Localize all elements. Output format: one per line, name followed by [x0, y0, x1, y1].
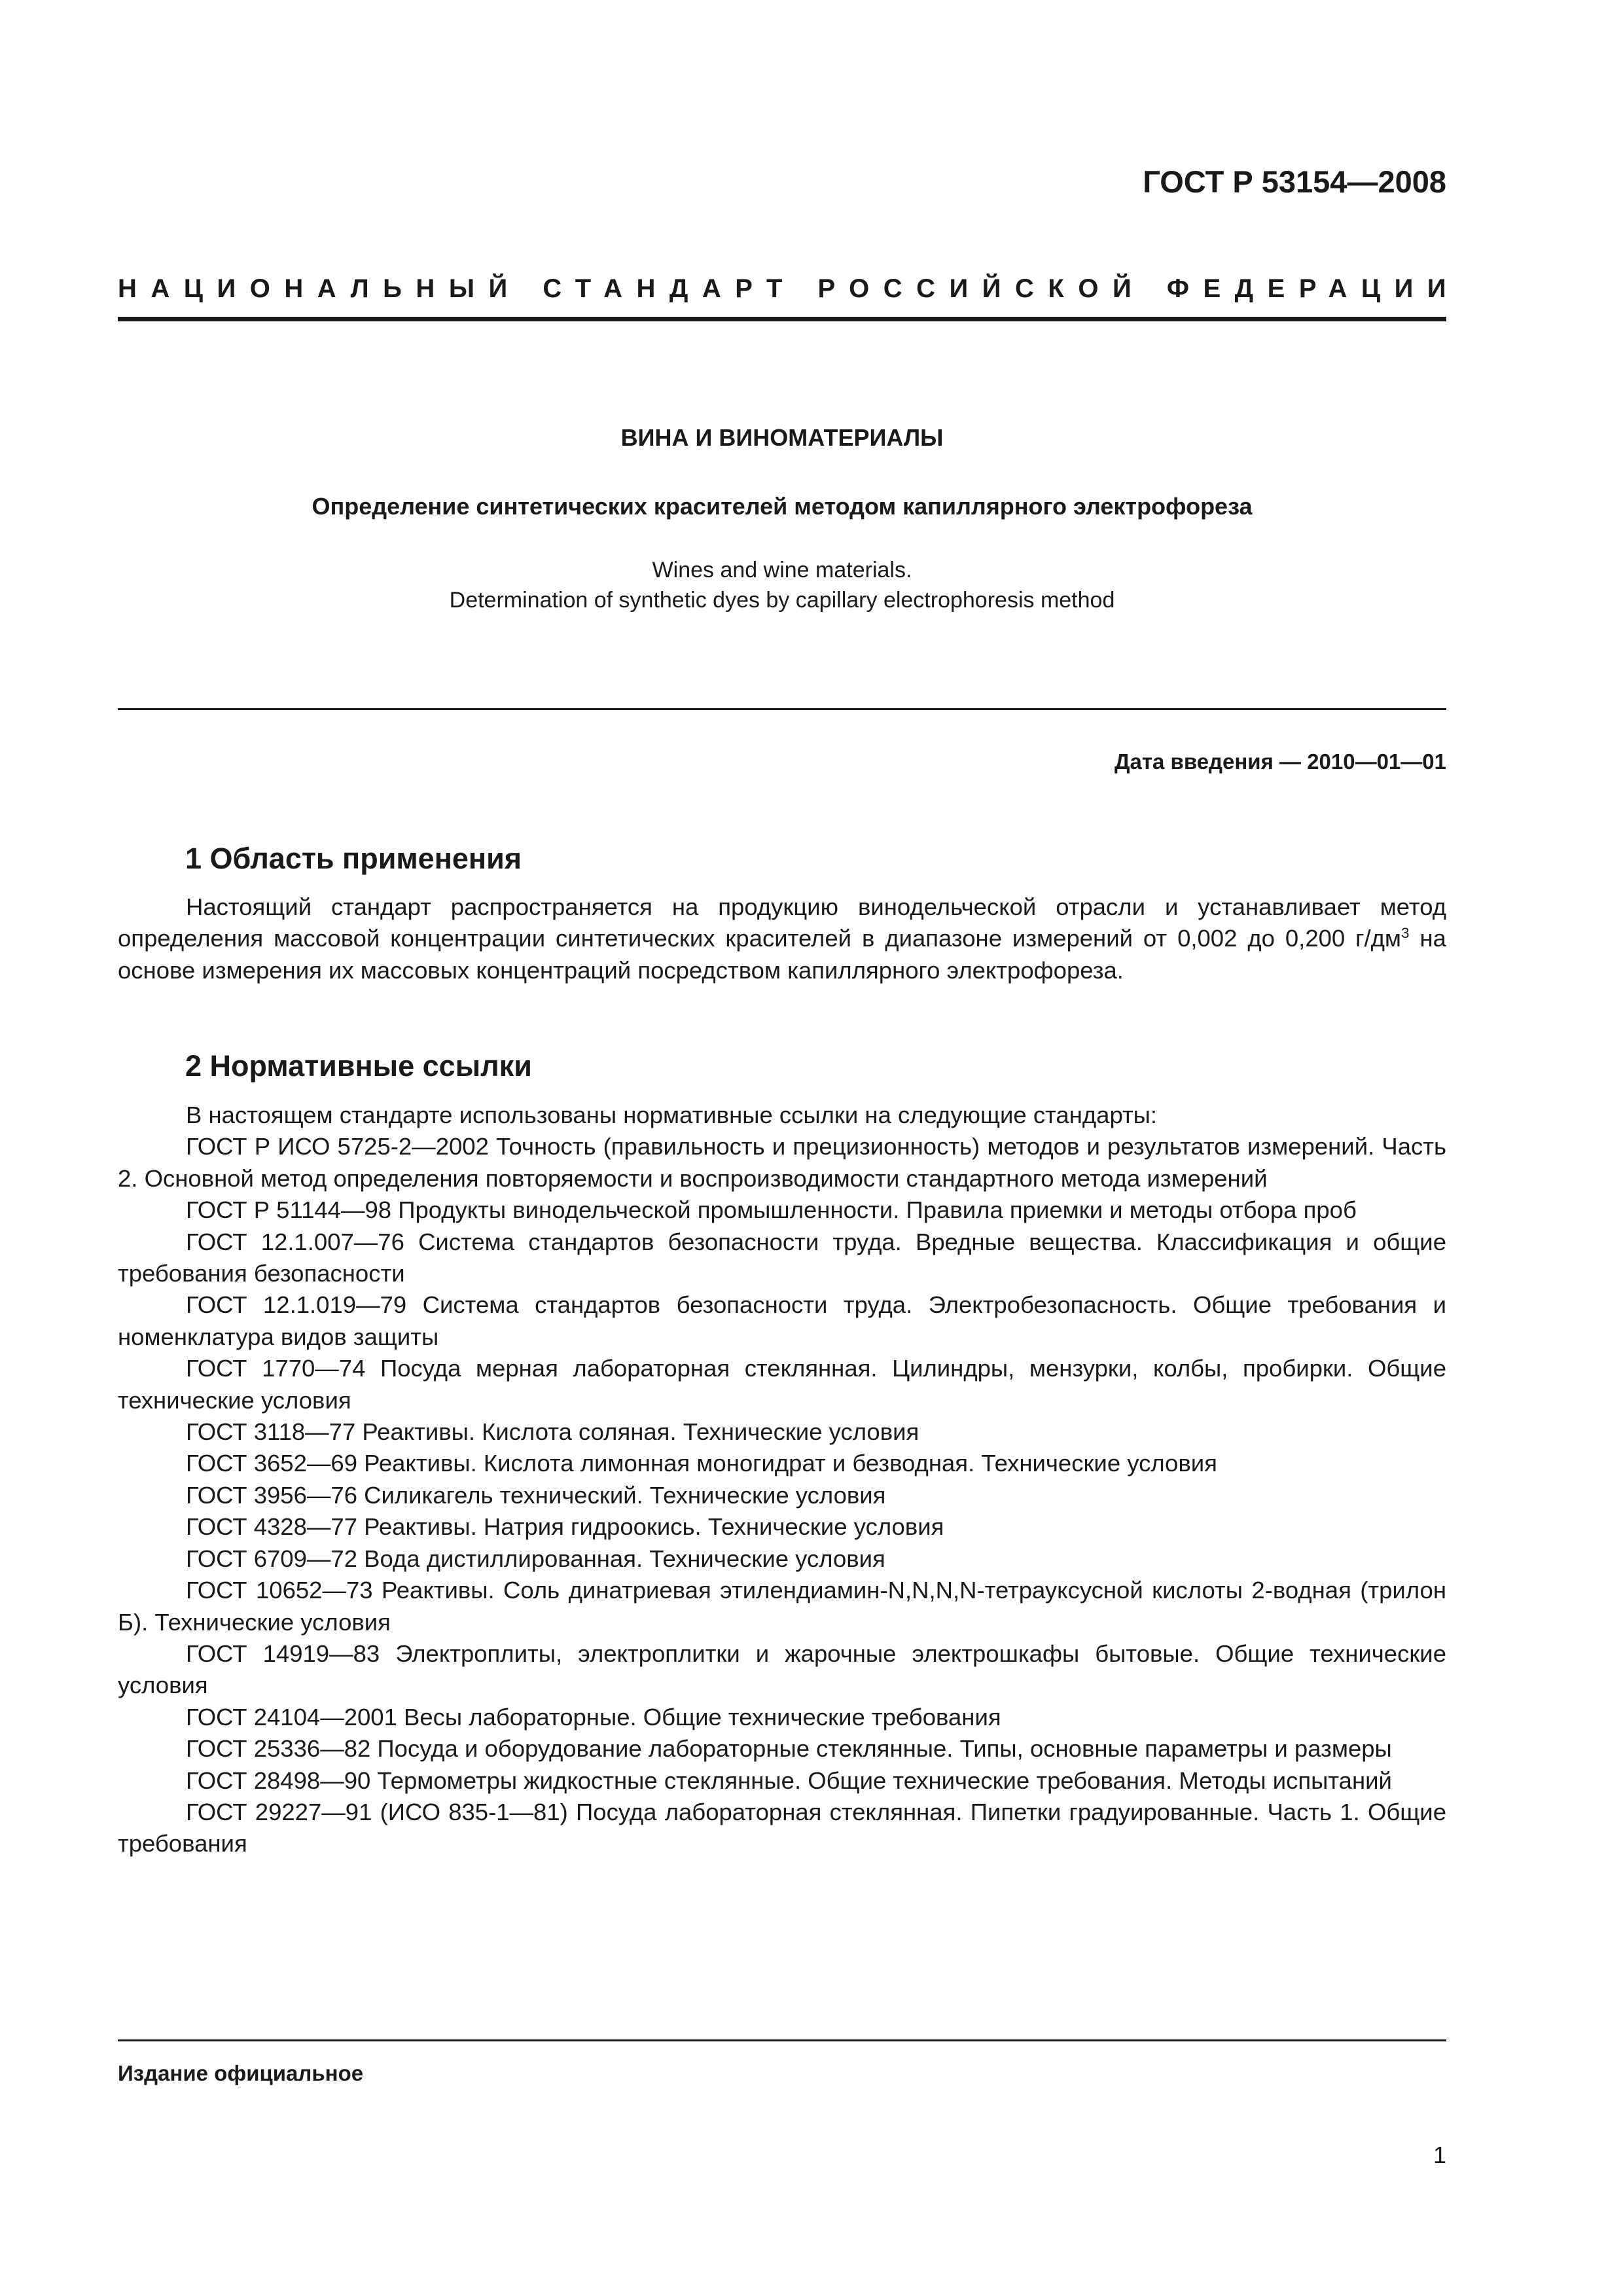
- reference-item: ГОСТ Р 51144—98 Продукты винодельческой промышленности. Правила приемки и методы отбора проб: [186, 1196, 1357, 1224]
- reference-item: ГОСТ 4328—77 Реактивы. Натрия гидроокись. Технические условия: [186, 1513, 944, 1541]
- references-section-text: [118, 1100, 1446, 1860]
- reference-item: ГОСТ 14919—83 Электроплиты, электроплитки и жарочные электрошкафы бытовые. Общие технические условия: [118, 1640, 1446, 1699]
- document-title: ВИНА И ВИНОМАТЕРИАЛЫ: [620, 424, 944, 451]
- national-standard-title: НАЦИОНАЛЬНЫЙ СТАНДАРТ РОССИЙСКОЙ ФЕДЕРАЦИИ: [118, 274, 1461, 303]
- reference-item: ГОСТ 6709—72 Вода дистиллированная. Технические условия: [186, 1545, 885, 1572]
- official-edition-label: Издание официальное: [118, 2061, 364, 2085]
- reference-item: ГОСТ 12.1.007—76 Система стандартов безопасности труда. Вредные вещества. Классификация и общие требования безопасности: [118, 1228, 1446, 1287]
- reference-item: ГОСТ 3652—69 Реактивы. Кислота лимонная моногидрат и безводная. Технические условия: [186, 1450, 1217, 1477]
- scope-section-text: [118, 891, 1446, 986]
- title-divider: [118, 708, 1446, 710]
- scope-text-part-1: Настоящий стандарт распространяется на продукцию винодельческой отрасли и устанавливает метод определения массовой концентрации синтетических красителей в диапазоне измерений от 0,002 до 0,200 г/дм: [118, 893, 1446, 952]
- reference-item: ГОСТ 24104—2001 Весы лабораторные. Общие технические требования: [186, 1703, 1001, 1731]
- section-heading-scope: 1 Область применения: [185, 842, 522, 875]
- introduction-date: Дата введения — 2010—01—01: [1115, 749, 1446, 774]
- scope-text-part-2: на основе измерения их массовых концентраций посредством капиллярного электрофореза.: [118, 925, 1446, 984]
- scope-paragraph: [118, 891, 1446, 986]
- section-heading-references: 2 Нормативные ссылки: [185, 1049, 532, 1083]
- reference-item: ГОСТ 3956—76 Силикагель технический. Технические условия: [186, 1481, 886, 1509]
- header-rule: [118, 317, 1446, 321]
- reference-item: ГОСТ 29227—91 (ИСО 835-1—81) Посуда лабораторная стеклянная. Пипетки градуированные. Часть 1. Общие требования: [118, 1798, 1446, 1857]
- document-number: ГОСТ Р 53154—2008: [1143, 164, 1446, 199]
- english-title-line-1: Wines and wine materials.: [652, 558, 912, 583]
- unit-superscript: 3: [1401, 925, 1410, 942]
- reference-item: ГОСТ 28498—90 Термометры жидкостные стеклянные. Общие технические требования. Методы испытаний: [186, 1767, 1392, 1794]
- reference-item: ГОСТ 10652—73 Реактивы. Соль динатриевая этилендиамин-N,N,N,N-тетрауксусной кислоты 2-водная (трилон Б). Технические условия: [118, 1577, 1446, 1636]
- document-subtitle: Определение синтетических красителей методом капиллярного электрофореза: [312, 493, 1253, 520]
- reference-item: ГОСТ 3118—77 Реактивы. Кислота соляная. Технические условия: [186, 1418, 919, 1446]
- page-number: 1: [1433, 2142, 1446, 2168]
- reference-item: ГОСТ Р ИСО 5725-2—2002 Точность (правильность и прецизионность) методов и результатов измерений. Часть 2. Основной метод определения повторяемости и воспроизводимости стандартного метода измерений: [118, 1133, 1446, 1192]
- reference-item: ГОСТ 25336—82 Посуда и оборудование лабораторные стеклянные. Типы, основные параметры и размеры: [186, 1735, 1392, 1763]
- reference-item: ГОСТ 1770—74 Посуда мерная лабораторная стеклянная. Цилиндры, мензурки, колбы, пробирки. Общие технические условия: [118, 1355, 1446, 1414]
- footer-rule: [118, 2039, 1446, 2041]
- reference-item: ГОСТ 12.1.019—79 Система стандартов безопасности труда. Электробезопасность. Общие требования и номенклатура видов защиты: [118, 1291, 1446, 1350]
- english-title-line-2: Determination of synthetic dyes by capillary electrophoresis method: [449, 588, 1115, 613]
- references-lead: В настоящем стандарте использованы нормативные ссылки на следующие стандарты:: [186, 1102, 1158, 1128]
- english-title: [118, 555, 1446, 615]
